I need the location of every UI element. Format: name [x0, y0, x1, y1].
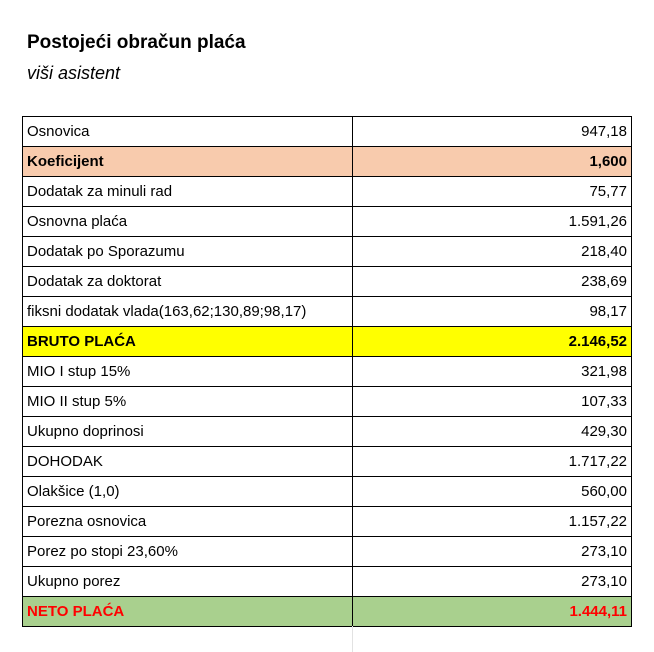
row-label[interactable]: Porezna osnovica [23, 507, 353, 537]
row-olaksice [23, 477, 632, 507]
row-value[interactable]: 98,17 [353, 297, 632, 327]
row-value[interactable]: 107,33 [353, 387, 632, 417]
row-label[interactable]: Olakšice (1,0) [23, 477, 353, 507]
row-value[interactable]: 1.591,26 [353, 207, 632, 237]
row-label[interactable]: Porez po stopi 23,60% [23, 537, 353, 567]
salary-calculation-table [22, 116, 632, 627]
row-mio-2 [23, 387, 632, 417]
row-value[interactable]: 273,10 [353, 567, 632, 597]
row-value[interactable]: 321,98 [353, 357, 632, 387]
row-ukupno-porez [23, 567, 632, 597]
row-label[interactable]: Dodatak za minuli rad [23, 177, 353, 207]
row-label[interactable]: Osnovna plaća [23, 207, 353, 237]
row-label[interactable]: Dodatak po Sporazumu [23, 237, 353, 267]
row-mio-1 [23, 357, 632, 387]
page-subtitle: viši asistent [27, 63, 121, 83]
row-fiksni-dodatak [23, 297, 632, 327]
row-dohodak [23, 447, 632, 477]
row-ukupno-doprinosi [23, 417, 632, 447]
row-value[interactable]: 1.717,22 [353, 447, 632, 477]
row-label[interactable]: Ukupno porez [23, 567, 353, 597]
row-value[interactable]: 947,18 [353, 117, 632, 147]
row-label[interactable]: MIO II stup 5% [23, 387, 353, 417]
row-label[interactable]: Ukupno doprinosi [23, 417, 353, 447]
row-label[interactable]: Koeficijent [23, 147, 353, 177]
row-bruto-placa [23, 327, 632, 357]
row-value[interactable]: 273,10 [353, 537, 632, 567]
row-value[interactable]: 1.157,22 [353, 507, 632, 537]
row-porezna-osnovica [23, 507, 632, 537]
gridline [352, 626, 353, 652]
row-koeficijent [23, 147, 632, 177]
row-label[interactable]: DOHODAK [23, 447, 353, 477]
row-value[interactable]: 1.444,11 [353, 597, 632, 627]
row-label[interactable]: fiksni dodatak vlada(163,62;130,89;98,17) [23, 297, 353, 327]
row-value[interactable]: 1,600 [353, 147, 632, 177]
row-osnovica [23, 117, 632, 147]
row-porez-po-stopi [23, 537, 632, 567]
row-dodatak-doktorat [23, 267, 632, 297]
row-value[interactable]: 218,40 [353, 237, 632, 267]
row-value[interactable]: 429,30 [353, 417, 632, 447]
row-value[interactable]: 75,77 [353, 177, 632, 207]
row-label[interactable]: NETO PLAĆA [23, 597, 353, 627]
row-label[interactable]: Osnovica [23, 117, 353, 147]
row-value[interactable]: 238,69 [353, 267, 632, 297]
row-value[interactable]: 560,00 [353, 477, 632, 507]
row-dodatak-minuli-rad [23, 177, 632, 207]
row-label[interactable]: Dodatak za doktorat [23, 267, 353, 297]
row-osnovna-placa [23, 207, 632, 237]
page-title: Postojeći obračun plaća [27, 32, 246, 53]
row-value[interactable]: 2.146,52 [353, 327, 632, 357]
row-label[interactable]: MIO I stup 15% [23, 357, 353, 387]
row-neto-placa [23, 597, 632, 627]
row-label[interactable]: BRUTO PLAĆA [23, 327, 353, 357]
row-dodatak-sporazum [23, 237, 632, 267]
